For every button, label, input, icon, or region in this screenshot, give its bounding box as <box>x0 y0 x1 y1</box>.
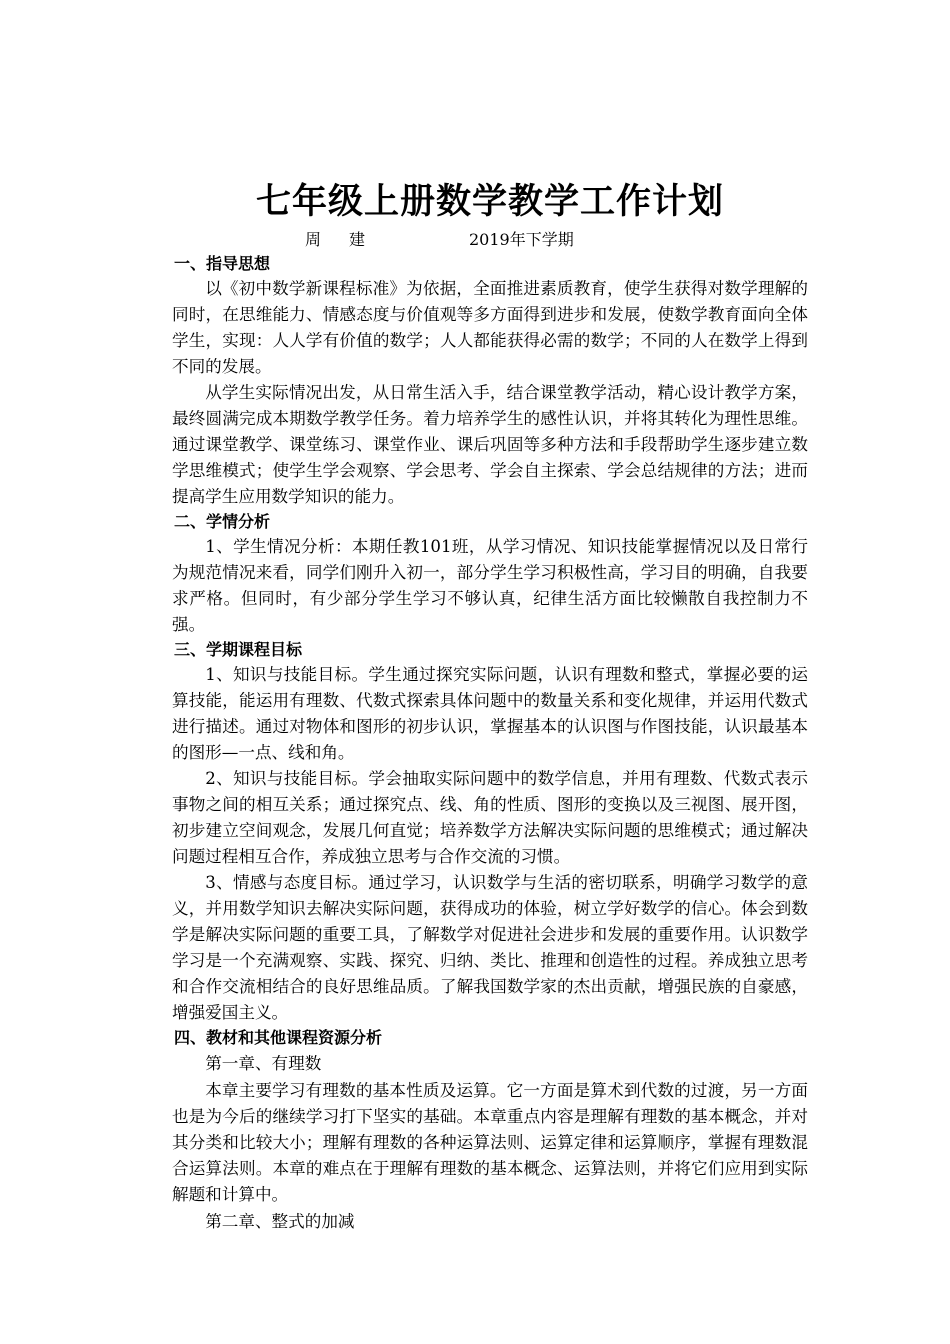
paragraph: 2、知识与技能目标。学会抽取实际问题中的数学信息，并用有理数、代数式表示事物之间的相互关系；通过探究点、线、角的性质、图形的变换以及三视图、展开图，初步建立空间观念，发展几何直觉；培养数学方法解决实际问题的思维模式；通过解决问题过程相互合作，养成独立思考与合作交流的习惯。 <box>172 769 808 866</box>
author-term-line <box>172 228 808 252</box>
paragraph: 1、学生情况分析：本期任教101班，从学习情况、知识技能掌握情况以及日常行为规范情况来看，同学们刚升入初一，部分学生学习积极性高，学习目的明确，自我要求严格。但同时，有少部分学生学习不够认真，纪律生活方面比较懒散自我控制力不强。 <box>172 537 808 634</box>
chapter-title: 第二章、整式的加减 <box>205 1212 355 1231</box>
section-heading-materials-analysis: 四、教材和其他课程资源分析 <box>174 1028 383 1047</box>
chapter-title: 第一章、有理数 <box>205 1054 322 1073</box>
paragraph: 从学生实际情况出发，从日常生活入手，结合课堂教学活动，精心设计教学方案，最终圆满完成本期数学教学任务。着力培养学生的感性认识，并将其转化为理性思维。通过课堂教学、课堂练习、课堂作业、课后巩固等多种方法和手段帮助学生逐步建立数学思维模式；使学生学会观察、学会思考、学会自主探索、学会总结规律的方法；进而提高学生应用数学知识的能力。 <box>172 383 808 506</box>
section-heading-guiding-ideology: 一、指导思想 <box>174 254 271 273</box>
paragraph: 本章主要学习有理数的基本性质及运算。它一方面是算术到代数的过渡，另一方面也是为今后的继续学习打下坚实的基础。本章重点内容是理解有理数的基本概念，并对其分类和比较大小；理解有理数的各种运算法则、运算定律和运算顺序，掌握有理数混合运算法则。本章的难点在于理解有理数的基本概念、运算法则，并将它们应用到实际解题和计算中。 <box>172 1081 808 1204</box>
document-page <box>172 178 808 1236</box>
paragraph: 3、情感与态度目标。通过学习，认识数学与生活的密切联系，明确学习数学的意义，并用数学知识去解决实际问题，获得成功的体验，树立学好数学的信心。体会到数学是解决实际问题的重要工具，了解数学对促进社会进步和发展的重要作用。认识数学学习是一个充满观察、实践、探究、归纳、类比、推理和创造性的过程。养成独立思考和合作交流相结合的良好思维品质。了解我国数学家的杰出贡献，增强民族的自豪感，增强爱国主义。 <box>172 873 808 1022</box>
author-name: 周建 <box>305 230 394 249</box>
section-heading-course-goals: 三、学期课程目标 <box>174 640 303 659</box>
paragraph: 1、知识与技能目标。学生通过探究实际问题，认识有理数和整式，掌握必要的运算技能，能运用有理数、代数式探索具体问题中的数量关系和变化规律，并运用代数式进行描述。通过对物体和图形的初步认识，掌握基本的认识图与作图技能，认识最基本的图形—一点、线和角。 <box>172 665 808 762</box>
term-label: 2019年下学期 <box>469 230 574 249</box>
paragraph: 以《初中数学新课程标准》为依据，全面推进素质教育，使学生获得对数学理解的同时，在思维能力、情感态度与价值观等多方面得到进步和发展，使数学教育面向全体学生，实现：人人学有价值的数学；人人都能获得必需的数学；不同的人在数学上得到不同的发展。 <box>172 279 808 376</box>
section-heading-student-analysis: 二、学情分析 <box>174 512 271 531</box>
document-title: 七年级上册数学教学工作计划 <box>255 182 724 222</box>
